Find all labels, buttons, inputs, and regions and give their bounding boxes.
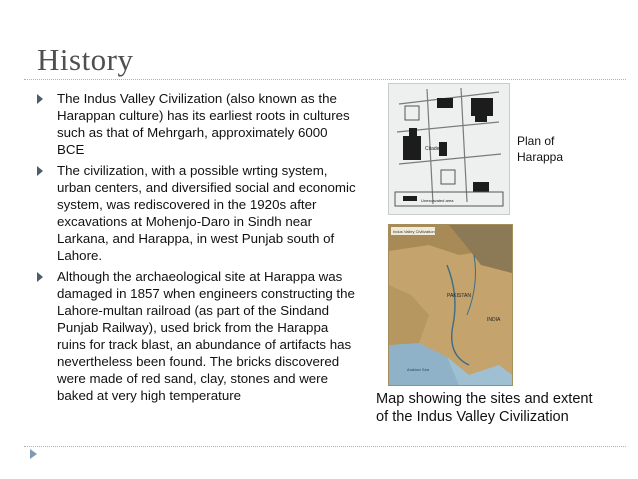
plan-label: Plan of Harappa — [517, 134, 564, 164]
indus-map-image — [388, 224, 513, 386]
map-sea-label: Arabian Sea — [407, 367, 430, 372]
bullet-arrow-icon — [37, 166, 43, 176]
map-caption: Map showing the sites and extent of the Indus Valley Civilization — [376, 391, 593, 425]
plan-legend-label: Unexcavated area — [421, 198, 454, 203]
bullet-text: Although the archaeological site at Harappa was damaged in 1857 when engineers constructing the Lahore-multan railroad (as part of the Sindand Punjab Railway), used brick from the Harappa ruins for track blast, an abundance of artifacts has nevertheless been found. The bricks discovered were made of red sand, clay, stones and were baked at very high temperature — [57, 269, 355, 403]
bullet-list — [37, 90, 357, 408]
map-pakistan-label: PAKISTAN — [447, 293, 471, 299]
bullet-arrow-icon — [37, 94, 43, 104]
footer-divider — [24, 446, 626, 447]
bullet-text: The civilization, with a possible wrting system, urban centers, and diversified social and economic system, was rediscovered in the 1920s after excavations at Mohenjo-Daro in Sindh near Larkana, and Harappa, in west Punjab south of Lahore. — [57, 163, 356, 263]
indus-map-drawing — [389, 225, 512, 385]
harappa-plan-drawing — [389, 84, 509, 214]
list-item — [37, 268, 357, 404]
slide-title: History — [37, 42, 134, 77]
footer-arrow-icon — [30, 449, 37, 459]
bullet-text: The Indus Valley Civilization (also known as the Harappan culture) has its earliest roots in cultures such as that of Mehrgarh, approximately 6000 BCE — [57, 91, 350, 157]
plan-citadel-label: Citadel — [425, 146, 441, 152]
list-item — [37, 90, 357, 158]
list-item — [37, 162, 357, 264]
title-underline — [24, 79, 626, 80]
map-india-label: INDIA — [487, 317, 501, 323]
map-heading-label: Indus Valley Civilization — [393, 229, 435, 234]
harappa-plan-image — [388, 83, 510, 215]
bullet-arrow-icon — [37, 272, 43, 282]
